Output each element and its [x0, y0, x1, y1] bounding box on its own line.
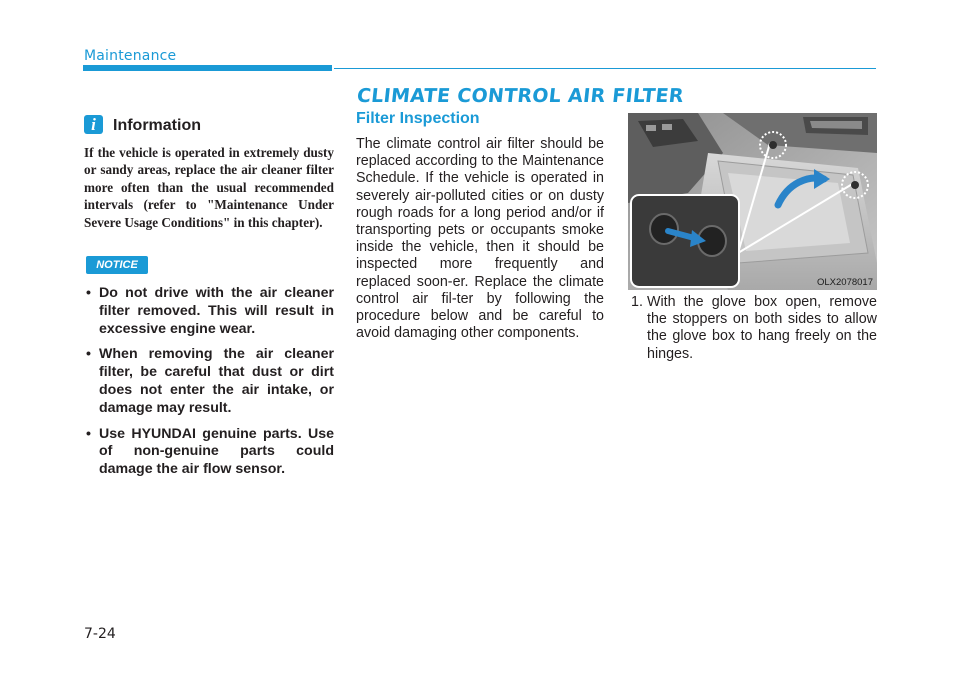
step-item: [631, 294, 877, 363]
notice-list: [84, 285, 334, 487]
glove-box-figure: [628, 113, 877, 290]
info-icon: i: [84, 115, 103, 134]
notice-badge: NOTICE: [86, 256, 148, 274]
header-rule-thin: [334, 68, 876, 69]
step-list: [631, 294, 877, 363]
header-rule-thick: [83, 65, 332, 71]
filter-inspection-body: The climate control air filter should be replaced according to the Maintenance Schedule. If the vehicle is operated in severely air-polluted cities or on dusty rough roads for a long period and/or if transporting pets or occupants smoke inside the vehicle, then it should be inspected more frequently and replaced soon-er. Replace the climate control air fil-ter by following the procedure below and be careful to avoid damaging other components.: [356, 136, 604, 342]
glove-box-stopper-illustration: [628, 113, 877, 290]
info-title: Information: [113, 117, 201, 134]
section-label: Maintenance: [84, 48, 177, 64]
step-number: 1.: [631, 294, 643, 310]
notice-item: • When removing the air cleaner filter, be careful that dust or dirt does not enter the air intake, or damage may result.: [84, 346, 334, 417]
figure-code: OLX2078017: [817, 277, 873, 288]
info-body: If the vehicle is operated in extremely dusty or sandy areas, replace the air cleaner filter more often than the usual recommended intervals (refer to "Maintenance Under Severe Usage Conditions" in this chapter).: [84, 145, 334, 230]
page-number: 7-24: [84, 626, 116, 642]
filter-inspection-heading: Filter Inspection: [356, 110, 480, 127]
notice-item: • Do not drive with the air cleaner filter removed. This will result in excessive engine wear.: [84, 285, 334, 338]
page-title: CLIMATE CONTROL AIR FILTER: [355, 85, 685, 107]
notice-item: • Use HYUNDAI genuine parts. Use of non-genuine parts could damage the air flow sensor.: [84, 426, 334, 479]
step-text: With the glove box open, remove the stoppers on both sides to allow the glove box to hang freely on the hinges.: [647, 294, 877, 362]
